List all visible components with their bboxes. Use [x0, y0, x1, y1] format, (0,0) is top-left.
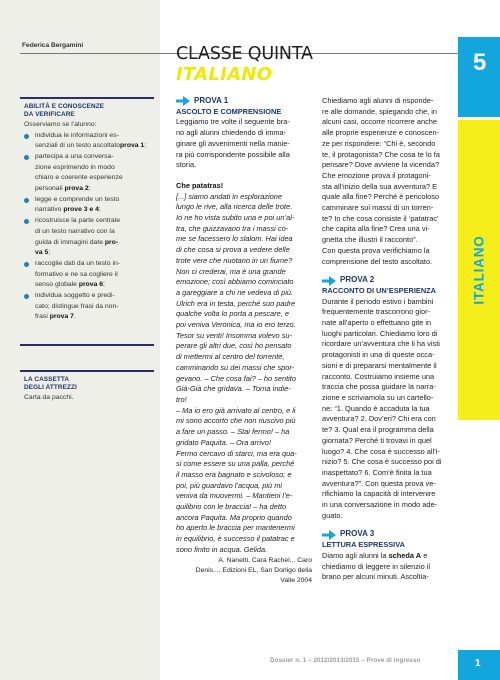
prova3-line: Diamo agli alunni la scheda A e — [322, 550, 428, 560]
text-line: ricordare un’avventura che li ha visti — [322, 339, 440, 349]
text-line: Non ci crederai, ma è una grande — [176, 266, 286, 276]
page-title: CLASSE QUINTA — [176, 44, 313, 64]
subject-tab-label: ITALIANO — [471, 235, 487, 305]
page-number-tab — [458, 650, 500, 680]
text-line: te, il protagonista? Che cosa te lo fa — [322, 149, 440, 159]
text-line: nate all’aperto o effettuano gite in — [322, 318, 432, 328]
text-line: mi sono accorto che non riuscivo più — [176, 416, 296, 426]
text-line: te? In che cosa consiste il ‘patatrac’ — [322, 213, 439, 223]
text-line: Che emozione prova il protagoni- — [322, 170, 431, 180]
bullet-icon — [24, 262, 29, 267]
text-line: a fare un passo. – Stai fermo! – ha — [176, 427, 290, 437]
abilita-item: partecipa a una conversa- zione esprimendo in modo chiaro e coerente esperienze personali prova 2; — [24, 152, 154, 195]
text-line: Durante il periodo estivo i bambini — [322, 296, 434, 306]
text-line: Leggiamo tre volte il seguente bra- — [176, 117, 290, 127]
text-line: poi, più guardavo l’acqua, più mi — [176, 480, 282, 490]
text-line: avventura?”. Con questa prova ve- — [322, 478, 436, 488]
text-line: – Ma io ero già arrivato al centro, e li — [176, 405, 296, 415]
citation-line: A. Nanetti, Cara Rachel... Caro — [218, 556, 312, 564]
text-line: camminare sui massi di un torren- — [322, 203, 434, 213]
bullet-icon — [24, 134, 29, 139]
text-line: di mettermi al centro del torrente, — [176, 352, 285, 362]
footer-text: Dossier n. 1 – 2012/2013/2015 – Prove di ingresso — [270, 657, 421, 664]
text-line: Fermo cercavo di starci, ma era qua- — [176, 448, 297, 458]
abilita-box — [20, 97, 154, 345]
text-line: veniva da muovermi. – Mantieni l’e- — [176, 491, 293, 501]
text-line: sta all’inizio della sua avventura? E — [322, 181, 438, 191]
text-line: a gareggiare a chi ne vedeva di più. — [176, 287, 294, 297]
abilita-intro: Osserviamo se l’alunno: — [24, 120, 97, 128]
cassetta-text: Carta da pacchi. — [24, 393, 74, 401]
text-line: frequentemente trascorrono gior- — [322, 307, 431, 317]
text-line: Chiediamo agli alunni di risponde- — [322, 96, 434, 105]
text-line: [...] siamo andati in esplorazione — [176, 191, 282, 201]
text-line: che capita alla fine? Crea una vi- — [322, 224, 430, 234]
text-line: il masso era bagnato e scivoloso; e — [176, 469, 292, 479]
text-line: si come essere su una palla, perché — [176, 459, 295, 469]
text-line: ne: “1. Quando è accaduta la tua — [322, 403, 430, 413]
abilita-title-line: DA VERIFICARE — [24, 111, 75, 119]
text-line: protagonisti in una di queste occa- — [322, 350, 435, 360]
text-line: luogo? 4. Che cosa è successo all’i- — [322, 446, 440, 456]
text-line: tra, che guizzavano tra i massi co- — [176, 223, 289, 233]
prova1-heading — [176, 96, 312, 107]
text-line: lungo le rive, alla ricerca delle trote. — [176, 202, 293, 212]
abilita-item: individua soggetto e predi- cato; distingue frasi da non- frasi prova 7. — [24, 291, 154, 323]
prova2-subheading: RACCONTO DI UN’ESPERIENZA — [322, 285, 437, 295]
text-line: te? 3. Qual era il programma della — [322, 425, 434, 435]
text-line: Già-Già che gridava. – Torna indie- — [176, 384, 291, 394]
page-header — [176, 44, 313, 86]
arrow-right-icon — [322, 530, 336, 540]
text-line: racconto. Costruiamo insieme una — [322, 371, 435, 381]
subject-tab — [458, 120, 500, 420]
bullet-icon — [24, 294, 29, 299]
prova3-subheading: LETTURA ESPRESSIVA — [322, 540, 405, 550]
unit-number-tab — [458, 37, 500, 117]
abilita-item: legge e comprende un testo narrativo prove 3 e 4; — [24, 195, 154, 216]
text-line: re alle domande, spiegando che, in — [322, 106, 438, 116]
abilita-list — [24, 131, 154, 324]
text-line: trote vere che nuotano in un fiume? — [176, 255, 293, 265]
cassetta-title — [24, 376, 154, 393]
text-line: inaspettato? 6. Com’è finita la tua — [322, 467, 432, 477]
text-line: camminando su dei massi che spor- — [176, 362, 295, 372]
text-line: rifichiamo la capacità di intervenire — [322, 489, 436, 499]
text-line: Con questa prova verifichiamo la — [322, 245, 430, 255]
text-line: alle proprie esperienze e conoscen- — [322, 128, 440, 138]
right-column — [322, 96, 456, 583]
text-line: Io ne ho vista subito una e poi un’al- — [176, 213, 295, 223]
bullet-icon — [24, 198, 29, 203]
prova2-paragraph — [322, 297, 456, 522]
prova2-heading — [322, 275, 456, 286]
text-line: brano per alcuni minuti. Ascoltia- — [322, 572, 429, 582]
page-number: 1 — [475, 658, 481, 669]
text-line: Ulrich era in testa, perché suo padre — [176, 298, 296, 308]
middle-column — [176, 96, 312, 587]
story-title: Che patatras! — [176, 180, 224, 190]
text-line: ho aperto le braccia per mantenermi — [176, 523, 295, 533]
bullet-icon — [24, 155, 29, 160]
text-line: gridato Paquita. – Ora arrivo! — [176, 437, 271, 447]
cassetta-title-line: DEGLI ATTREZZI — [24, 384, 77, 392]
page-subject: ITALIANO — [176, 64, 273, 85]
abilita-item: raccoglie dati da un testo in- formativo e ne sa cogliere il senso globale prova 6; — [24, 259, 154, 291]
text-line: emozione; così abbiamo cominciato — [176, 277, 294, 287]
text-line: ginare gli avvenimenti nella manie- — [176, 138, 290, 148]
text-line: quilibrio con le braccia! – ha detto — [176, 502, 287, 512]
text-line: comprensione del testo ascoltato. — [322, 256, 433, 266]
text-line: traccia che possa guidare la narra- — [322, 382, 436, 392]
story-text — [176, 192, 312, 556]
text-line: zione e scriviamola su un cartello- — [322, 392, 434, 402]
prova3-heading — [322, 529, 456, 540]
cassetta-box — [20, 370, 154, 404]
arrow-right-icon — [322, 276, 336, 286]
cassetta-title-line: LA CASSETTA — [24, 376, 70, 383]
text-line: gevano. – Che cosa fai? – ho sentito — [176, 373, 296, 383]
text-line: avventura? 2. Dov’eri? Chi era con — [322, 414, 436, 424]
citation-line: Valle 2004 — [280, 577, 312, 585]
text-line: di che cosa si prova a vedere delle — [176, 245, 290, 255]
prova1-paragraph — [176, 117, 312, 171]
abilita-title-line: ABILITÀ E CONOSCENZE — [24, 103, 105, 110]
text-line: gnetta che illustri il racconto”. — [322, 235, 418, 245]
text-line: ancora Paquita. Ma proprio quando — [176, 512, 292, 522]
text-line: poi veniva Veronica, ma io ero terzo. — [176, 320, 296, 330]
prova3-heading-text: PROVA 3 — [340, 529, 375, 539]
arrow-right-icon — [176, 96, 190, 106]
text-line: tro! — [176, 394, 187, 404]
citation-line: Denis..., Edizioni EL, San Dorligo della — [195, 566, 312, 574]
text-line: alcuni casi, occorre ricorrere anche — [322, 117, 438, 127]
text-line: giornata? Perché ti trovavi in quel — [322, 435, 432, 445]
text-line: me se facessero lo slalom. Hai idea — [176, 234, 293, 244]
text-line: chiediamo di leggere in silenzio il — [322, 561, 431, 571]
text-line: qualche volta lo porta a pescare, e — [176, 309, 289, 319]
prova2-heading-text: PROVA 2 — [340, 275, 375, 285]
text-line: in equilibrio, è successo il patatrac e — [176, 534, 295, 544]
abilita-title — [24, 103, 154, 120]
text-line: pensare? Dove avviene la vicenda? — [322, 160, 440, 170]
bullet-icon — [24, 219, 29, 224]
text-line: storia. — [176, 160, 197, 170]
text-line: quale alla fine? Perché è pericoloso — [322, 192, 440, 202]
text-line: ze per rispondere: “Chi è, secondo — [322, 138, 436, 148]
text-line: nizio? 5. Che cosa è successo poi di — [322, 457, 442, 467]
text-line: no agli alunni chiedendo di imma- — [176, 128, 287, 138]
abilita-item: ricostruisce la parte centrale di un testo narrativo con la guida di immagini date pro- va 5; — [24, 216, 154, 259]
author-name: Federica Bergamini — [22, 42, 84, 49]
abilita-item: individua le informazioni es- senziali di un testo ascoltatoprova 1; — [24, 131, 154, 152]
prova1-instructions — [322, 96, 456, 267]
text-line: sono finito in acqua. Gelida. — [176, 544, 268, 554]
text-line: perare gli altri due, così ho pensato — [176, 341, 292, 351]
unit-number: 5 — [473, 49, 487, 76]
text-line: guato. — [322, 510, 343, 520]
prova1-heading-text: PROVA 1 — [194, 96, 229, 105]
text-line: in una conversazione in modo ade- — [322, 500, 438, 510]
text-line: Tesor su venti! Insomma volevo su- — [176, 330, 292, 340]
story-citation — [176, 556, 312, 587]
text-line: ra più corrispondente possibile alla — [176, 149, 290, 159]
prova1-subheading: ASCOLTO E COMPRENSIONE — [176, 106, 282, 116]
text-line: luoghi particolari. Chiediamo loro di — [322, 328, 438, 338]
text-line: sioni e di prepararsi mentalmente il — [322, 360, 437, 370]
abilita-box-bottom-rule — [20, 344, 154, 346]
prova3-paragraph — [322, 551, 456, 583]
